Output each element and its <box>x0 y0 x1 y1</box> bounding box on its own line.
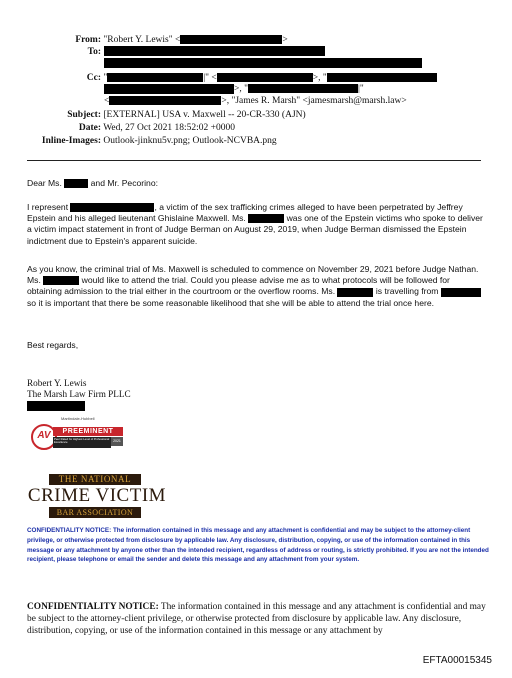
subject-value: [EXTERNAL] USA v. Maxwell -- 20-CR-330 (AJN) <box>103 110 306 120</box>
greeting-text: and Mr. Pecorino: <box>90 178 158 188</box>
redaction <box>337 288 373 297</box>
subject-label: Subject: <box>67 110 101 120</box>
from-value: "Robert Y. Lewis" < <box>103 35 181 45</box>
redaction <box>104 84 234 94</box>
paragraph-1 <box>27 202 487 247</box>
confidentiality-text: The information contained in this message and any attachment is confidential and may be subject to the attorney-client privilege, or otherwise protected from disclosure by applicable law. Any disclosure, distribution, copying, or use of the information contained in this message or any attachment by <box>27 602 486 636</box>
redaction <box>327 73 437 82</box>
redaction <box>64 179 88 188</box>
martindale-badge <box>27 416 125 450</box>
redaction <box>248 214 284 223</box>
p2-text: is travelling from <box>375 286 439 297</box>
redaction <box>70 203 154 212</box>
from-row <box>0 35 288 46</box>
inline-images-value: Outlook-jinknu5v.png; Outlook-NCVBA.png <box>103 136 277 146</box>
ncvba-line1: THE NATIONAL <box>49 474 141 485</box>
inline-images-row <box>0 136 277 147</box>
badge-sub: Peer Rated for Highest Level of Professional Excellence <box>53 437 111 448</box>
cc-text: < <box>104 96 110 106</box>
cc-text: |" <box>358 84 364 94</box>
paragraph-2 <box>27 264 487 309</box>
cc-text: >, " <box>234 84 248 94</box>
cc-text: >, " <box>312 73 327 83</box>
redaction <box>109 96 221 105</box>
ncvba-logo <box>27 474 167 518</box>
cc-label: Cc: <box>86 73 101 83</box>
date-row <box>0 123 235 134</box>
from-label: From: <box>75 35 101 45</box>
redaction <box>248 84 358 93</box>
signature-firm: The Marsh Law Firm PLLC <box>27 389 131 399</box>
document-id: EFTA00015345 <box>422 655 492 666</box>
cc-row-3 <box>104 96 407 107</box>
header-divider <box>27 160 481 161</box>
subject-row <box>0 110 306 121</box>
cc-row <box>0 73 437 84</box>
redaction <box>107 73 203 82</box>
cc-text: |" < <box>203 73 217 83</box>
inline-images-label: Inline-Images: <box>41 136 101 146</box>
ncvba-line2: CRIME VICTIM <box>27 485 167 506</box>
redaction <box>180 35 282 44</box>
redaction <box>104 58 422 68</box>
p2-text: would like to attend the trial. Could you please advise me as to what protocols will be followed for obtaining admission to the trial either in the courtroom or the overflow rooms. Ms. <box>27 275 450 297</box>
confidentiality-label: CONFIDENTIALITY NOTICE: <box>27 602 159 612</box>
p2-text: As you know, the criminal trial of Ms. Maxwell is scheduled to commence on November 29, 2021 before Judge Nathan. Ms. <box>27 264 479 286</box>
badge-top: Martindale-Hubbell <box>61 416 95 421</box>
redaction <box>43 276 79 285</box>
greeting-text: Dear Ms. <box>27 178 62 188</box>
cc-row-2 <box>234 84 364 95</box>
p1-text: I represent <box>27 202 69 212</box>
redaction <box>104 46 325 56</box>
p1-text: , a victim of the sex trafficking crimes alleged to have been perpetrated by Jeffrey Epstein and his alleged lieutenant Ghislaine Maxwell. Ms. <box>27 202 463 224</box>
ncvba-line3: BAR ASSOCIATION <box>49 507 141 518</box>
cc-text: " <box>103 73 108 83</box>
p1-text: was one of the Epstein victims who spoke to deliver a victim impact statement in front of Judge Berman on August 29, 2019, when Judge Berman dismissed the Epstein indictment due to Epstein's apparent suicide. <box>27 213 483 246</box>
date-value: Wed, 27 Oct 2021 18:52:02 +0000 <box>103 123 235 133</box>
signature-name: Robert Y. Lewis <box>27 378 87 388</box>
cc-text: >, "James R. Marsh" <jamesmarsh@marsh.law> <box>221 96 407 106</box>
date-label: Date: <box>78 123 101 133</box>
closing <box>27 340 487 351</box>
redaction <box>27 401 85 411</box>
p2-text: so it is important that there be some reasonable likelihood that she will be able to attend the trial once here. <box>27 297 435 308</box>
confidentiality-notice-small: CONFIDENTIALITY NOTICE: The information contained in this message and any attachment is confidential and may be subject to the attorney-client privilege, or otherwise protected from disclosure by applicable law. Any disclosure, distribution, copying, or use of the information contained in this message or any attachment by anyone other than the intended recipient, regardless of address or routing, is strictly prohibited. If you are not the intended recipient, please telephone or email the sender and delete this message and any attachment from your system. <box>27 527 489 564</box>
from-close: > <box>282 35 288 45</box>
closing-text: Best regards, <box>27 340 79 350</box>
redaction <box>217 73 313 82</box>
preeminent-label: PREEMINENT <box>53 427 123 436</box>
to-row <box>0 47 101 58</box>
redaction <box>441 288 481 297</box>
confidentiality-notice-large <box>27 601 489 637</box>
av-text: AV <box>37 430 51 441</box>
badge-year: 2021 <box>111 437 123 446</box>
to-label: To: <box>87 47 101 57</box>
greeting <box>27 178 487 189</box>
